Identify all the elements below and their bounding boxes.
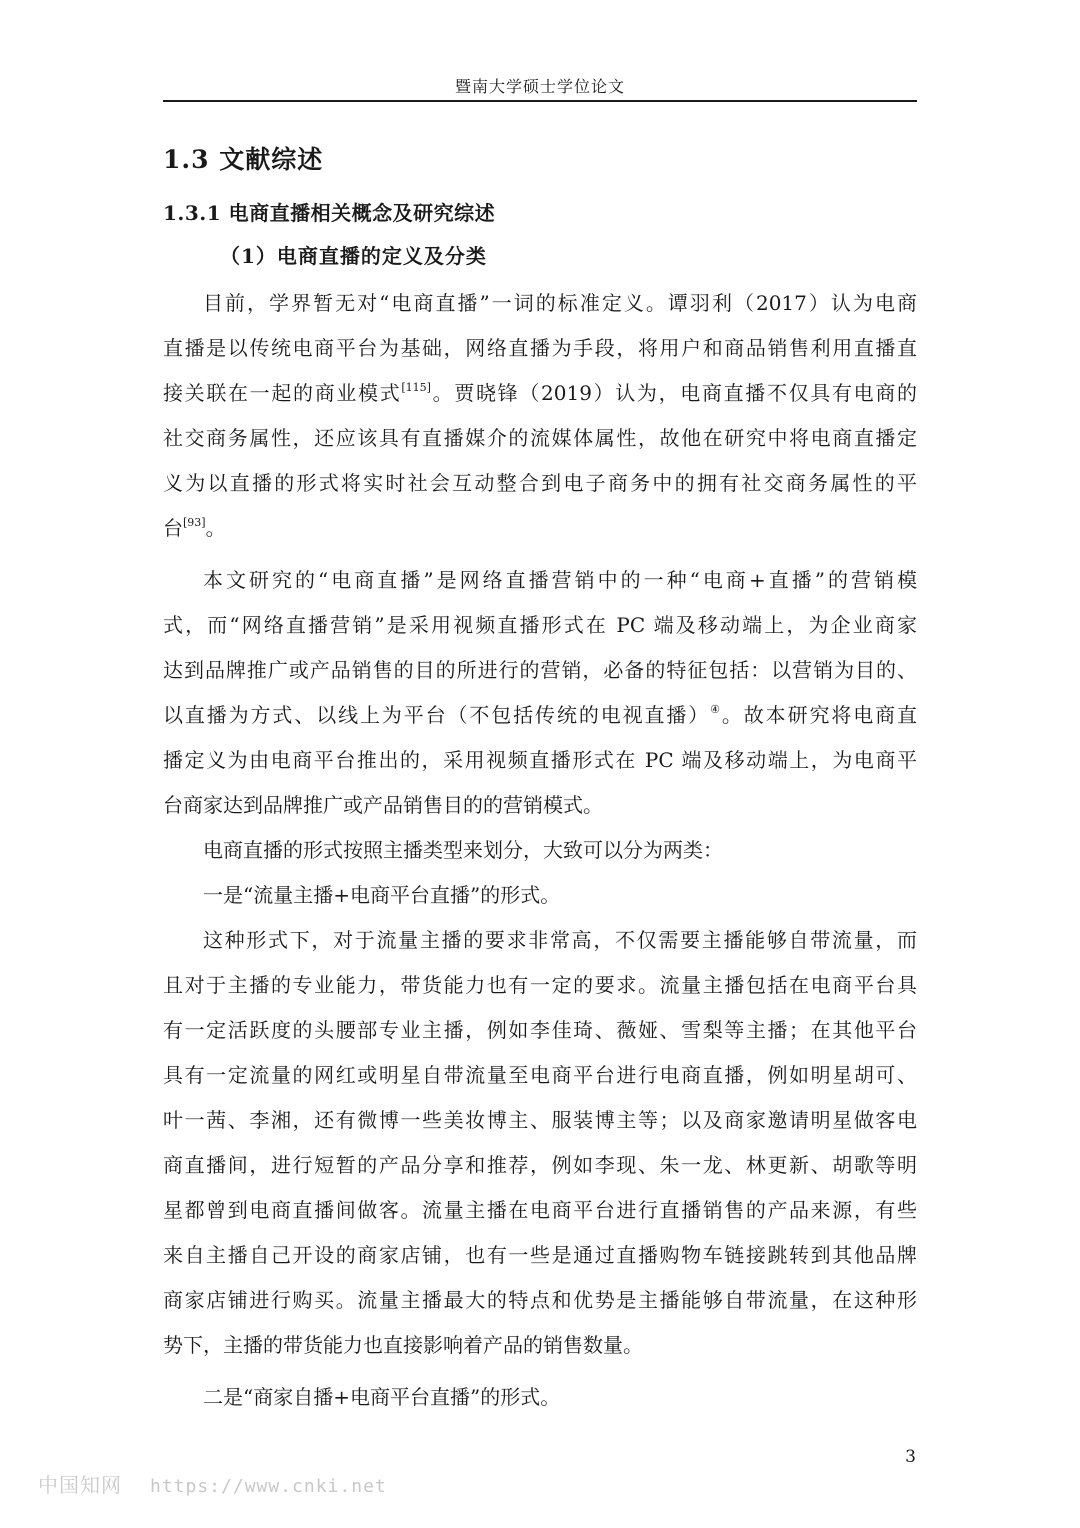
paragraph-classification <box>163 828 917 873</box>
text-line <box>163 371 917 416</box>
text-line: 播定义为由电商平台推出的，采用视频直播形式在 PC 端及移动端上，为电商平 <box>163 748 917 772</box>
text-line: 直播是以传统电商平台为基础，网络直播为手段，将用户和商品销售利用直播直 <box>163 336 917 360</box>
header-rule <box>163 100 917 102</box>
text-span: 接关联在一起的商业模式 <box>163 381 402 405</box>
paragraph-definition <box>163 281 917 551</box>
text-line: 达到品牌推广或产品销售的目的所进行的营销，必备的特征包括：以营销为目的、 <box>163 658 917 682</box>
running-header: 暨南大学硕士学位论文 <box>454 77 625 96</box>
page-number: 3 <box>905 1447 916 1467</box>
cnki-url: https://www.cnki.net <box>150 1476 387 1497</box>
text-span: 。 <box>205 516 226 540</box>
text-line: 叶一茜、李湘，还有微博一些美妆博主、服装博主等；以及商家邀请明星做客电 <box>163 1108 917 1132</box>
text-line: 社交商务属性，还应该具有直播媒介的流媒体属性，故他在研究中将电商直播定 <box>163 426 917 450</box>
text-line: 有一定活跃度的头腰部专业主播，例如李佳琦、薇娅、雪梨等主播；在其他平台 <box>163 1018 917 1042</box>
text-line: 商家店铺进行购买。流量主播最大的特点和优势是主播能够自带流量，在这种形 <box>163 1288 917 1312</box>
text-line: 台商家达到品牌推广或产品销售目的的营销模式。 <box>163 793 603 817</box>
citation-115: [115] <box>401 381 431 394</box>
item-heading: （1）电商直播的定义及分类 <box>220 244 487 268</box>
text-span: 以直播为方式、以线上为平台（不包括传统的电视直播） <box>163 703 711 727</box>
text-line: 商直播间，进行短暂的产品分享和推荐，例如李现、朱一龙、林更新、胡歌等明 <box>163 1153 917 1177</box>
text-line: 电商直播的形式按照主播类型来划分，大致可以分为两类： <box>203 838 723 862</box>
text-line: 来自主播自己开设的商家店铺，也有一些是通过直播购物车链接跳转到其他品牌 <box>163 1243 917 1267</box>
section-heading: 1.3 文献综述 <box>163 145 324 174</box>
text-line: 星都曾到电商直播间做客。流量主播在电商平台进行直播销售的产品来源，有些 <box>163 1198 917 1222</box>
paragraph-scope <box>163 558 917 828</box>
text-span: 台 <box>163 516 183 540</box>
footnote-mark: ④ <box>710 703 722 716</box>
text-line: 目前，学界暂无对“电商直播”一词的标准定义。谭羽利（2017）认为电商 <box>203 291 917 315</box>
text-line: 势下，主播的带货能力也直接影响着产品的销售数量。 <box>163 1333 643 1357</box>
cnki-logo: 中国知网 <box>38 1473 122 1497</box>
text-span: 。贾晓锋（2019）认为，电商直播不仅具有电商的 <box>430 381 917 405</box>
text-line: 义为以直播的形式将实时社会互动整合到电子商务中的拥有社交商务属性的平 <box>163 471 917 495</box>
text-line: 这种形式下，对于流量主播的要求非常高，不仅需要主播能够自带流量，而 <box>203 928 917 952</box>
text-line: 式，而“网络直播营销”是采用视频直播形式在 PC 端及移动端上，为企业商家 <box>163 613 917 637</box>
text-line <box>163 693 917 738</box>
citation-93: [93] <box>183 516 206 529</box>
paragraph-traffic-anchor <box>163 918 917 1368</box>
text-line: 二是“商家自播+电商平台直播”的形式。 <box>203 1385 561 1409</box>
subsection-heading: 1.3.1 电商直播相关概念及研究综述 <box>163 201 496 225</box>
text-span: 。故本研究将电商直 <box>721 703 917 727</box>
text-line <box>163 506 917 551</box>
text-line: 本文研究的“电商直播”是网络直播营销中的一种“电商+直播”的营销模 <box>203 568 917 592</box>
body-text <box>163 281 917 1420</box>
paragraph-type-one <box>163 873 917 918</box>
text-line: 具有一定流量的网红或明星自带流量至电商平台进行电商直播，例如明星胡可、 <box>163 1063 917 1087</box>
text-line: 且对于主播的专业能力，带货能力也有一定的要求。流量主播包括在电商平台具 <box>163 973 917 997</box>
paragraph-type-two <box>163 1375 917 1420</box>
text-line: 一是“流量主播+电商平台直播”的形式。 <box>203 883 561 907</box>
cnki-watermark <box>38 1472 387 1500</box>
